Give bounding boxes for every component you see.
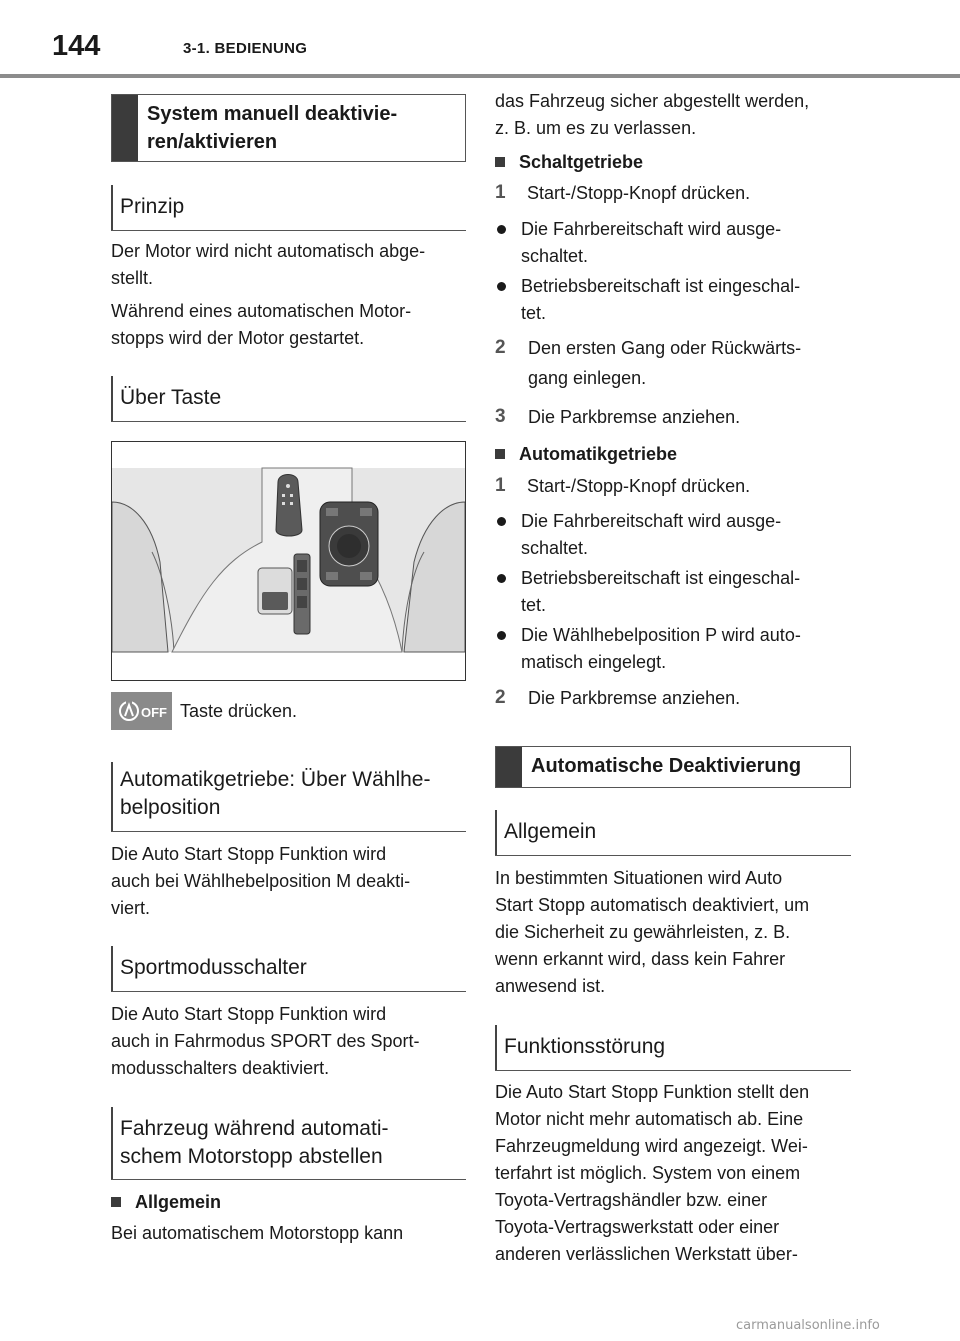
- auto-step-1: 1 Start-/Stopp-Knopf drücken.: [495, 475, 751, 496]
- sport-text: Die Auto Start Stopp Funktion wird auch in Fahrmodus SPORT des Sport- modusschalters deaktiviert.: [111, 1004, 420, 1078]
- heading-allgemein: Allgemein: [495, 810, 851, 856]
- heading-automatik-waehlhebel: Automatikgetriebe: Über Wählhe- belposition: [111, 762, 466, 832]
- auto-bullet-2: Betriebsbereitschaft ist eingeschal- tet.: [495, 565, 851, 619]
- svg-text:OFF: OFF: [141, 705, 167, 720]
- subheading-schaltgetriebe: Schaltgetriebe: [495, 149, 851, 176]
- schalt-step-2: 2 Den ersten Gang oder Rückwärts- gang einlegen.: [495, 337, 802, 388]
- watermark: carmanualsonline.info: [736, 1318, 880, 1333]
- taste-instruction: Taste drücken.: [180, 701, 298, 721]
- square-bullet-icon: [495, 157, 505, 167]
- allgemein-text: In bestimmten Situationen wird Auto Start Stopp automatisch deaktiviert, um die Sicherheit zu gewährleisten, z. B. wenn erkannt wird, dass kein Fahrer anwesend ist.: [495, 868, 810, 996]
- chapter-title: 3-1. BEDIENUNG: [183, 40, 308, 57]
- a-off-icon: [111, 692, 172, 730]
- square-bullet-icon: [111, 1197, 121, 1207]
- header-rule: [0, 74, 960, 78]
- subheading-automatikgetriebe: Automatikgetriebe: [495, 441, 851, 468]
- prinzip-text: Der Motor wird nicht automatisch abge- stellt. Während eines automatischen Motor- stopps wird der Motor gestartet.: [111, 241, 426, 348]
- section-heading-manual: [111, 94, 466, 162]
- auto-bullet-3: Die Wählhebelposition P wird auto- matisch eingelegt.: [495, 622, 851, 676]
- section-heading-automatic: Automatische Deaktivierung: [495, 746, 851, 788]
- auto-step-2: 2 Die Parkbremse anziehen.: [495, 687, 741, 708]
- bullet-icon: [497, 631, 506, 640]
- heading-fahrzeug-abstellen: Fahrzeug während automati- schem Motorstopp abstellen: [111, 1107, 466, 1180]
- heading-bar: [112, 95, 138, 161]
- heading-sportmodus: Sportmodusschalter: [111, 946, 466, 992]
- stoerung-text: Die Auto Start Stopp Funktion stellt den Motor nicht mehr automatisch ab. Eine Fahrzeugmeldung wird angezeigt. Wei- terfahrt ist möglich. System von einem Toyota-Vertragshändler bzw. einer Toyota-Vertragswerkstatt oder einer anderen verlässlichen Werkstatt über-: [495, 1082, 810, 1264]
- schalt-bullet-2: Betriebsbereitschaft ist eingeschal- tet.: [495, 273, 851, 327]
- bullet-icon: [497, 225, 506, 234]
- schalt-step-1: 1 Start-/Stopp-Knopf drücken.: [495, 182, 751, 203]
- console-illustration: [111, 441, 466, 681]
- section-heading-text: System manuell deaktivie- ren/aktivieren: [147, 103, 398, 153]
- page-number: 144: [52, 30, 101, 62]
- abstellen-text: Bei automatischem Motorstopp kann: [111, 1223, 404, 1243]
- bullet-icon: [497, 282, 506, 291]
- bullet-icon: [497, 574, 506, 583]
- heading-prinzip: Prinzip: [111, 185, 466, 231]
- schalt-bullet-1: Die Fahrbereitschaft wird ausge- schaltet.: [495, 216, 851, 270]
- auto-start-stop-off-button-icon: [111, 692, 172, 730]
- page-header: [0, 0, 960, 78]
- heading-bar: [496, 747, 522, 787]
- bullet-icon: [497, 517, 506, 526]
- schalt-step-3: 3 Die Parkbremse anziehen.: [495, 406, 741, 427]
- auto-bullet-1: Die Fahrbereitschaft wird ausge- schaltet.: [495, 508, 851, 562]
- square-bullet-icon: [495, 449, 505, 459]
- heading-ueber-taste: Über Taste: [111, 376, 466, 422]
- center-console-drawing: [112, 442, 465, 680]
- subheading-allgemein: Allgemein: [111, 1189, 466, 1216]
- continuation-text: das Fahrzeug sicher abgestellt werden, z. B. um es zu verlassen.: [495, 91, 810, 138]
- automatik-text: Die Auto Start Stopp Funktion wird auch bei Wählhebelposition M deakti- viert.: [111, 844, 411, 918]
- heading-funktionsstoerung: Funktionsstörung: [495, 1025, 851, 1071]
